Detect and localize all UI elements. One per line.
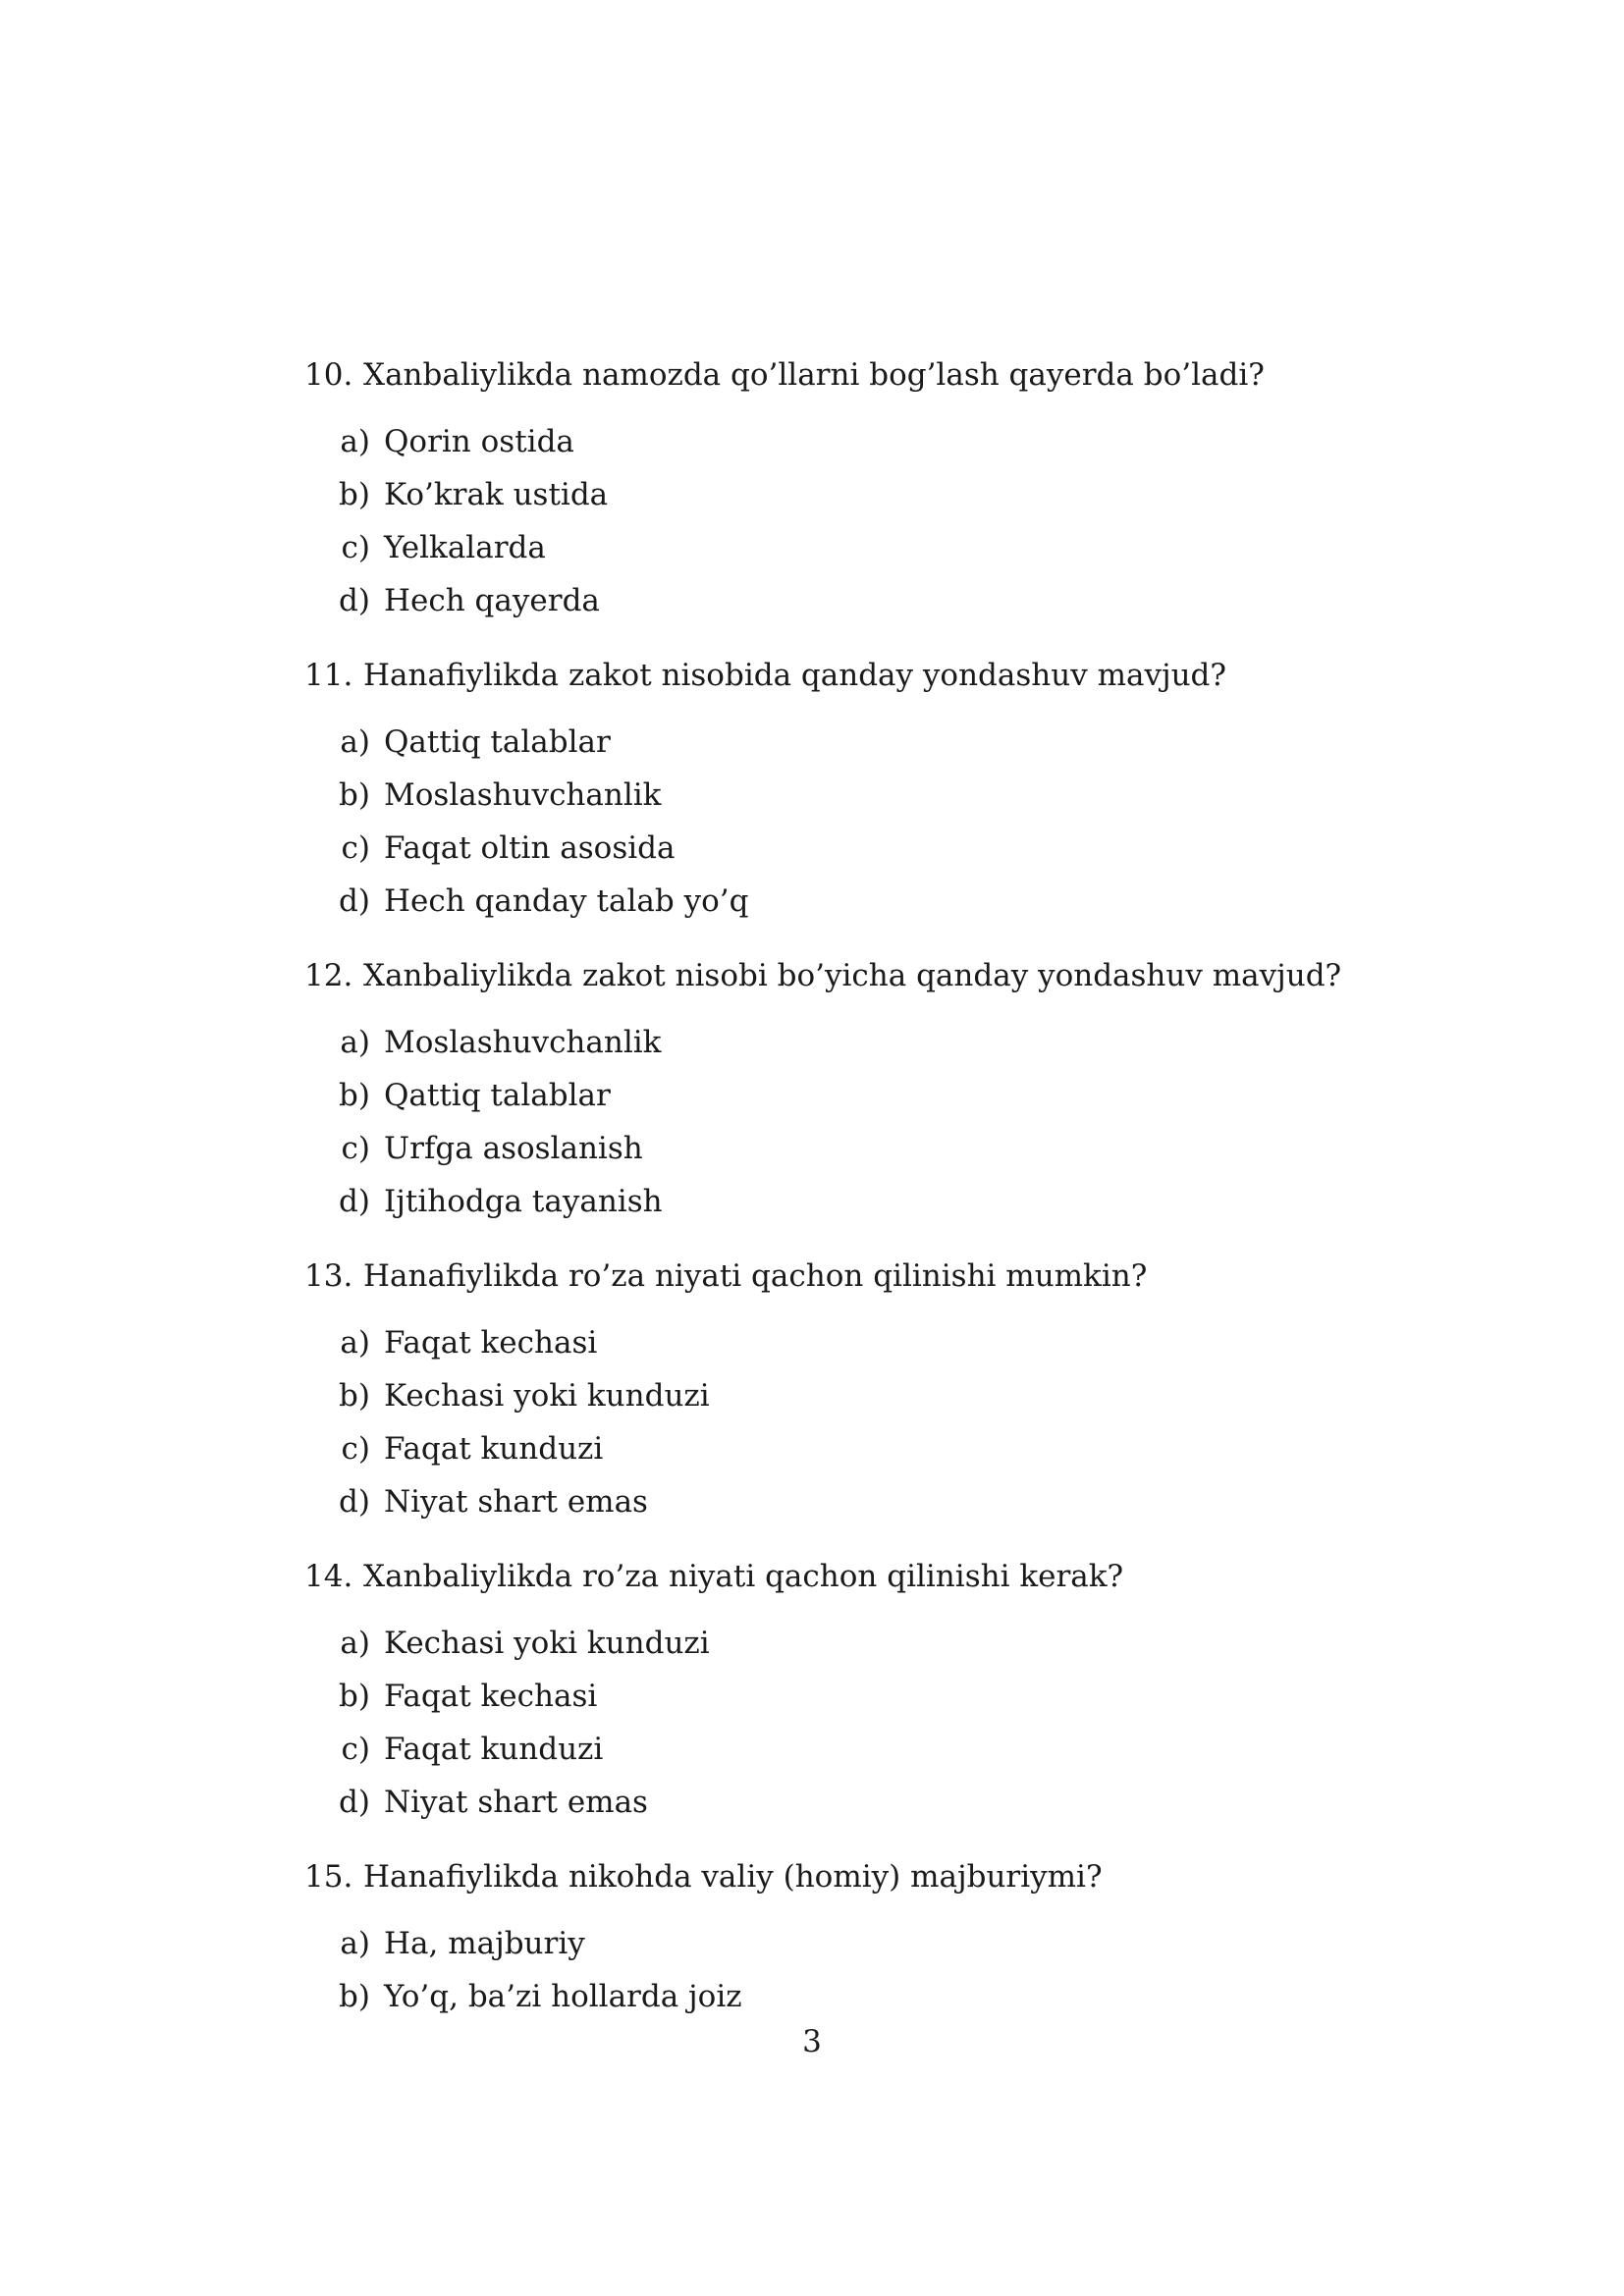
option-text: Niyat shart emas — [384, 1785, 648, 1820]
option-text: Kechasi yoki kunduzi — [384, 1378, 710, 1414]
answer-option — [304, 1917, 1384, 1970]
option-text: Kechasi yoki kunduzi — [384, 1626, 710, 1661]
question-text: Hanafiylikda nikohda valiy (homiy) majburiymi? — [363, 1859, 1103, 1895]
question-15 — [304, 1851, 1384, 2023]
option-letter: a) — [340, 1025, 370, 1060]
answer-options — [304, 1316, 1384, 1528]
option-text: Hech qayerda — [384, 583, 600, 618]
option-text: Niyat shart emas — [384, 1484, 648, 1520]
answer-option — [304, 822, 1384, 875]
option-letter: a) — [340, 1325, 370, 1361]
answer-option — [304, 521, 1384, 574]
answer-option — [304, 1617, 1384, 1670]
answer-options — [304, 1617, 1384, 1829]
question-text: Hanafiylikda ro’za niyati qachon qilinishi mumkin? — [363, 1258, 1148, 1294]
question-heading — [304, 1551, 1384, 1602]
option-letter: a) — [340, 424, 370, 459]
option-letter: a) — [340, 1626, 370, 1661]
answer-option — [304, 1475, 1384, 1528]
answer-option — [304, 1776, 1384, 1829]
option-letter: b) — [339, 1378, 370, 1414]
question-heading — [304, 650, 1384, 701]
option-letter: b) — [339, 477, 370, 512]
question-number: 15. — [304, 1859, 353, 1895]
option-letter: c) — [341, 530, 370, 565]
answer-option — [304, 415, 1384, 468]
option-text: Qattiq talablar — [384, 1078, 611, 1113]
option-text: Faqat kechasi — [384, 1325, 598, 1361]
option-letter: c) — [341, 830, 370, 866]
option-letter: d) — [339, 883, 370, 919]
option-letter: d) — [339, 1484, 370, 1520]
answer-option — [304, 1016, 1384, 1069]
question-number: 11. — [304, 658, 353, 693]
option-text: Urfga asoslanish — [384, 1131, 643, 1166]
answer-options — [304, 415, 1384, 627]
question-text: Xanbaliylikda namozda qo’llarni bog’lash qayerda bo’ladi? — [363, 357, 1265, 393]
option-text: Yelkalarda — [384, 530, 546, 565]
answer-option — [304, 1069, 1384, 1122]
answer-option — [304, 875, 1384, 928]
option-text: Faqat kunduzi — [384, 1431, 604, 1467]
question-11 — [304, 650, 1384, 928]
answer-options — [304, 716, 1384, 928]
question-number: 13. — [304, 1258, 353, 1294]
question-14 — [304, 1551, 1384, 1829]
question-12 — [304, 950, 1384, 1228]
answer-option — [304, 1723, 1384, 1776]
option-letter: a) — [340, 724, 370, 760]
question-13 — [304, 1251, 1384, 1528]
option-text: Qorin ostida — [384, 424, 574, 459]
option-text: Qattiq talablar — [384, 724, 611, 760]
option-text: Yo’q, ba’zi hollarda joiz — [384, 1979, 742, 2014]
answer-option — [304, 1175, 1384, 1228]
answer-option — [304, 1369, 1384, 1422]
answer-option — [304, 1316, 1384, 1369]
option-letter: b) — [339, 1679, 370, 1714]
answer-option — [304, 574, 1384, 627]
option-letter: b) — [339, 1078, 370, 1113]
question-10 — [304, 349, 1384, 627]
question-heading — [304, 1851, 1384, 1902]
option-letter: a) — [340, 1926, 370, 1961]
question-number: 14. — [304, 1559, 353, 1594]
option-letter: b) — [339, 1979, 370, 2014]
answer-option — [304, 769, 1384, 822]
option-text: Moslashuvchanlik — [384, 1025, 662, 1060]
option-text: Hech qanday talab yo’q — [384, 883, 749, 919]
page-number: 3 — [802, 2024, 822, 2059]
option-letter: c) — [341, 1732, 370, 1767]
answer-options — [304, 1016, 1384, 1228]
question-heading — [304, 349, 1384, 400]
question-number: 12. — [304, 958, 353, 993]
question-text: Xanbaliylikda zakot nisobi bo’yicha qanday yondashuv mavjud? — [363, 958, 1342, 993]
answer-option — [304, 468, 1384, 521]
question-text: Hanafiylikda zakot nisobida qanday yondashuv mavjud? — [363, 658, 1227, 693]
answer-option — [304, 716, 1384, 769]
answer-option — [304, 1422, 1384, 1475]
question-heading — [304, 1251, 1384, 1302]
question-number: 10. — [304, 357, 353, 393]
option-letter: c) — [341, 1431, 370, 1467]
option-letter: d) — [339, 1184, 370, 1219]
question-text: Xanbaliylikda ro’za niyati qachon qilinishi kerak? — [363, 1559, 1124, 1594]
option-letter: c) — [341, 1131, 370, 1166]
option-text: Ijtihodga tayanish — [384, 1184, 663, 1219]
option-text: Faqat oltin asosida — [384, 830, 676, 866]
option-text: Ha, majburiy — [384, 1926, 585, 1961]
answer-options — [304, 1917, 1384, 2023]
option-text: Faqat kunduzi — [384, 1732, 604, 1767]
option-text: Faqat kechasi — [384, 1679, 598, 1714]
option-text: Ko’krak ustida — [384, 477, 609, 512]
answer-option — [304, 1970, 1384, 2023]
question-list — [304, 349, 1384, 2046]
answer-option — [304, 1670, 1384, 1723]
option-letter: d) — [339, 1785, 370, 1820]
option-text: Moslashuvchanlik — [384, 777, 662, 813]
answer-option — [304, 1122, 1384, 1175]
question-heading — [304, 950, 1384, 1001]
option-letter: d) — [339, 583, 370, 618]
option-letter: b) — [339, 777, 370, 813]
